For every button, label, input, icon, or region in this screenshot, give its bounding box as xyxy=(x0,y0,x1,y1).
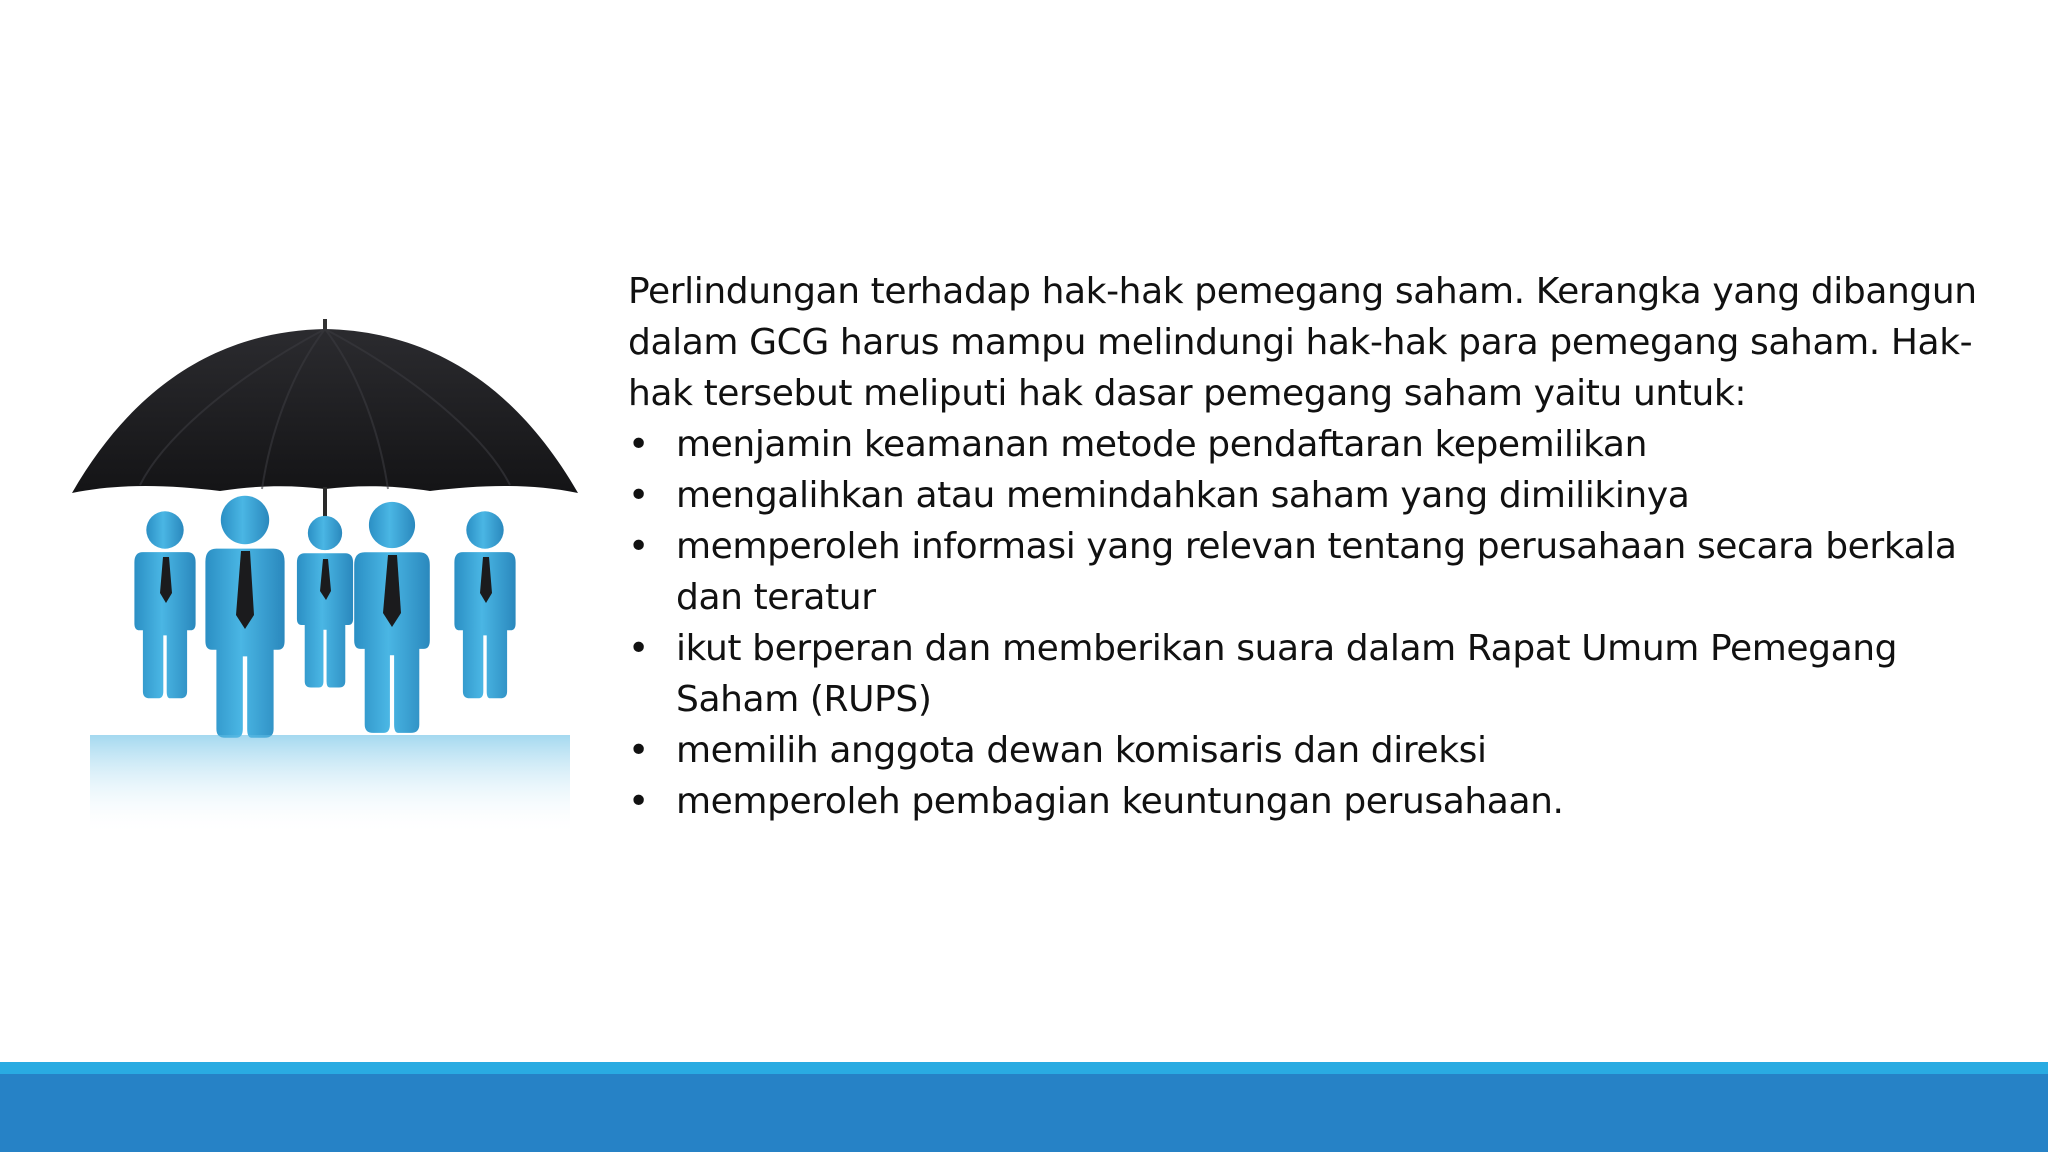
bullet-symbol: • xyxy=(628,730,649,771)
bullet-symbol: • xyxy=(628,526,649,567)
list-item xyxy=(628,776,2008,827)
list-item-text: mengalihkan atau memindahkan saham yang dimilikinya xyxy=(676,475,1690,516)
intro-paragraph: Perlindungan terhadap hak-hak pemegang saham. Kerangka yang dibangun dalam GCG harus mampu melindungi hak-hak para pemegang saham. Hak-hak tersebut meliputi hak dasar pemegang saham yaitu untuk: xyxy=(628,271,1977,414)
bullet-symbol: • xyxy=(628,424,649,465)
list-item-text: memperoleh pembagian keuntungan perusahaan. xyxy=(676,781,1564,822)
list-item-text: menjamin keamanan metode pendaftaran kepemilikan xyxy=(676,424,1648,465)
list-item xyxy=(628,725,2008,776)
list-item xyxy=(628,470,2008,521)
list-item xyxy=(628,521,2008,623)
bullet-symbol: • xyxy=(628,781,649,822)
umbrella-people-icon xyxy=(30,315,610,835)
bullet-symbol: • xyxy=(628,475,649,516)
list-item xyxy=(628,623,2008,725)
list-item-text: memperoleh informasi yang relevan tentang perusahaan secara berkala dan teratur xyxy=(676,526,1957,618)
list-item-text: memilih anggota dewan komisaris dan direksi xyxy=(676,730,1487,771)
footer-accent-stripe xyxy=(0,1062,2048,1074)
list-item xyxy=(628,419,2008,470)
content-text xyxy=(628,266,2008,827)
bullet-symbol: • xyxy=(628,628,649,669)
list-item-text: ikut berperan dan memberikan suara dalam Rapat Umum Pemegang Saham (RUPS) xyxy=(676,628,1898,720)
footer-bar xyxy=(0,1074,2048,1152)
bullet-list xyxy=(628,419,2008,827)
